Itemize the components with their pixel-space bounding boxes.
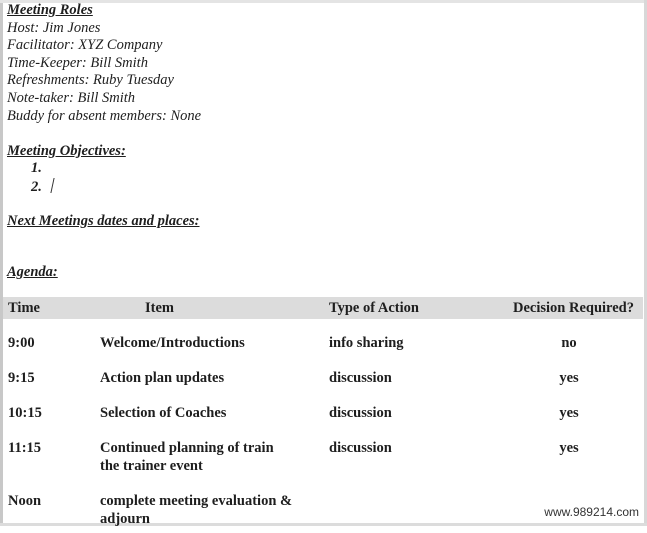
role-facilitator: Facilitator: XYZ Company xyxy=(7,37,163,54)
text-cursor xyxy=(50,178,54,193)
role-time-keeper: Time-Keeper: Bill Smith xyxy=(7,54,148,71)
objective-number: 2. xyxy=(31,179,42,195)
table-row: 10:15 Selection of Coaches discussion yes xyxy=(8,405,579,421)
agenda-table-header xyxy=(3,297,643,319)
table-row: 9:15 Action plan updates discussion yes xyxy=(8,370,579,386)
row-item-line-2: the trainer event xyxy=(100,458,203,474)
role-note-taker: Note-taker: Bill Smith xyxy=(7,89,136,106)
meeting-roles-section xyxy=(7,2,201,125)
row-type: discussion xyxy=(329,405,392,421)
meeting-roles-heading: Meeting Roles xyxy=(7,2,93,18)
table-row: 11:15 Continued planning of train the trainer event discussion yes xyxy=(8,440,579,474)
objective-number: 1. xyxy=(31,160,42,176)
column-header-type: Type of Action xyxy=(329,300,419,316)
objective-item[interactable] xyxy=(7,160,126,178)
row-time: 10:15 xyxy=(8,405,42,421)
column-header-decision: Decision Required? xyxy=(513,300,634,316)
objective-item[interactable] xyxy=(7,178,126,196)
row-item: Selection of Coaches xyxy=(100,405,227,421)
meeting-objectives-section xyxy=(7,143,126,196)
role-refreshments: Refreshments: Ruby Tuesday xyxy=(7,72,174,89)
next-meetings-heading: Next Meetings dates and places: xyxy=(7,213,200,229)
row-item-line-1: complete meeting evaluation & xyxy=(100,493,293,509)
row-item: Action plan updates xyxy=(100,370,225,386)
watermark: www.989214.com xyxy=(544,505,639,519)
row-time: Noon xyxy=(8,493,42,509)
column-header-item: Item xyxy=(145,300,174,316)
table-row: 9:00 Welcome/Introductions info sharing no xyxy=(8,335,577,351)
row-item-line-2: adjourn xyxy=(100,511,150,527)
agenda-heading: Agenda: xyxy=(7,264,58,280)
role-host: Host: Jim Jones xyxy=(7,19,101,36)
row-type: info sharing xyxy=(329,335,404,351)
row-item-line-1: Continued planning of train xyxy=(100,440,274,456)
row-item: Welcome/Introductions xyxy=(100,335,245,351)
row-time: 9:00 xyxy=(8,335,35,351)
meeting-objectives-heading: Meeting Objectives: xyxy=(7,143,126,159)
role-buddy: Buddy for absent members: None xyxy=(7,107,202,124)
row-time: 11:15 xyxy=(8,440,42,456)
column-header-time: Time xyxy=(8,300,40,316)
row-time: 9:15 xyxy=(8,370,35,386)
row-type: discussion xyxy=(329,440,392,456)
objectives-list[interactable] xyxy=(7,160,126,196)
row-type: discussion xyxy=(329,370,392,386)
